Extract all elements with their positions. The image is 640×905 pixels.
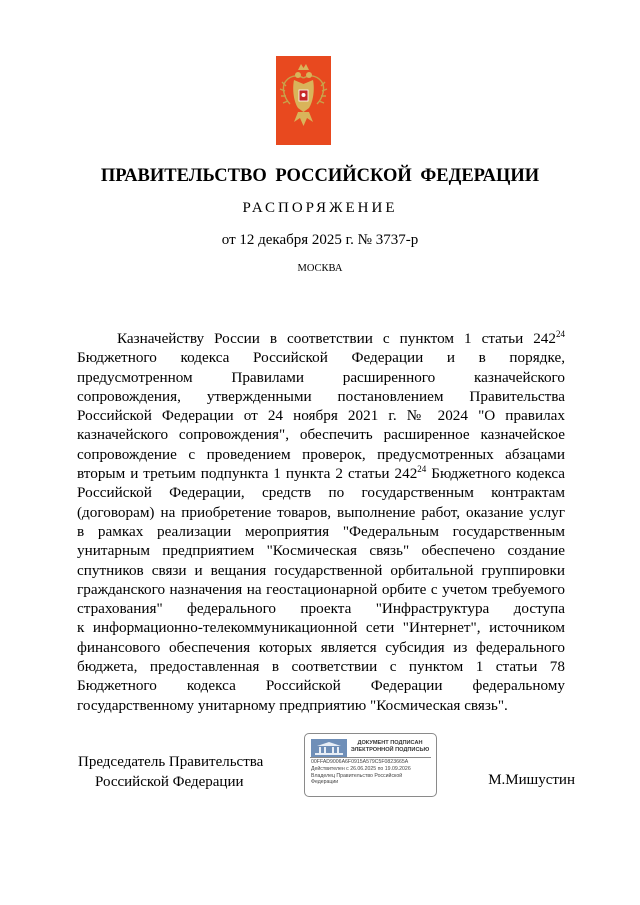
body-line-text: Российской Федерации от 24 ноября 2021 г. № 2024 "О правилах [77, 407, 565, 425]
position-line-2: Российской Федерации [95, 774, 244, 790]
body-line [77, 657, 565, 676]
stamp-details [311, 759, 435, 786]
stamp-title-line-2: ЭЛЕКТРОННОЙ ПОДПИСЬЮ [350, 747, 430, 753]
superscript-index: 24 [417, 464, 427, 475]
body-line [77, 425, 565, 444]
body-line-text: страхования" федерального проекта "Инфраструктура доступа [77, 600, 565, 618]
body-line-text: казначейского сопровождения", обеспечить расширенное казначейское [77, 426, 565, 444]
body-line-text: унитарным предприятием "Космическая связь" обеспечено создание [77, 542, 565, 560]
body-line-text: Российской Федерации, средств по государственным контрактам [77, 484, 565, 502]
body-line [77, 580, 565, 599]
russian-coat-of-arms-icon [276, 56, 331, 145]
body-line [77, 561, 565, 580]
body-line [77, 406, 565, 425]
body-line [77, 445, 565, 464]
body-line-text: вторым и третьим подпункта 1 пункта 2 статьи 242 [77, 465, 418, 483]
body-line [77, 464, 565, 483]
certificate-serial: 00FFAD9006A6F0915A579C5F0823665A [311, 759, 409, 765]
signatory-position [78, 752, 278, 792]
body-line-text: (договорам) на приобретение товаров, выполнение работ, оказание услуг [77, 503, 565, 521]
body-line-text: Казначейству России в соответствии с пунктом 1 статьи 242 [117, 330, 556, 347]
signatory-name: М.Мишустин [488, 772, 575, 788]
stamp-title [347, 740, 433, 754]
certificate-validity: Действителен с 26.06.2025 по 19.09.2026 [311, 765, 411, 772]
body-line [77, 387, 565, 406]
body-line-text: к информационно-телекоммуникационной сети "Интернет", источником [77, 619, 565, 637]
body-line [77, 676, 565, 695]
body-line-text: Бюджетного кодекса Российской Федерации и в порядке, [77, 349, 565, 367]
body-line-text: в рамках реализации мероприятия "Федеральным государственным [77, 522, 565, 540]
body-line-text: бюджета, предоставленная в соответствии с пунктом 1 статьи 78 [77, 658, 565, 676]
body-line-text: сопровождения, утвержденными постановлением Правительства [77, 387, 565, 405]
body-line-text: сопровождение с проведением проверок, предусмотренных абзацами [77, 445, 565, 463]
body-line-text: спутников связи и вещания государственной орбитальной группировки [77, 561, 565, 579]
body-line [77, 522, 565, 541]
electronic-signature-stamp [304, 733, 437, 797]
body-line [77, 638, 565, 657]
stamp-title-line-1: ДОКУМЕНТ ПОДПИСАН [357, 740, 423, 746]
body-line [77, 483, 565, 502]
body-line [77, 599, 565, 618]
body-line [77, 368, 565, 387]
body-line-text: предусмотренном Правилами расширенного казначейского [77, 368, 565, 386]
city-name: МОСКВА [297, 263, 343, 274]
government-building-icon [311, 739, 347, 757]
stamp-divider [310, 757, 431, 758]
certificate-owner-line-2: Федерации [311, 779, 339, 786]
body-line [77, 329, 565, 348]
body-line [77, 541, 565, 560]
order-body-text [77, 329, 565, 715]
body-line-text-continued: Бюджетного кодекса [426, 465, 565, 483]
superscript-index: 24 [556, 329, 565, 339]
body-line [77, 503, 565, 522]
body-line-text: государственному унитарному предприятию "Космическая связь". [77, 696, 508, 714]
document-type: РАСПОРЯЖЕНИЕ [242, 200, 398, 216]
body-line [77, 618, 565, 637]
position-line-1: Председатель Правительства [78, 754, 264, 770]
body-line [77, 696, 565, 715]
date-and-number: от 12 декабря 2025 г. № 3737-р [221, 232, 419, 248]
body-line-text: гражданского назначения на геостационарной орбите с учетом требуемого [77, 580, 565, 598]
body-line-text: финансового обеспечения которых является субсидия из федерального [77, 638, 565, 656]
body-line [77, 348, 565, 367]
certificate-owner-line-1: Владелец Правительство Российской [311, 772, 403, 779]
document-title: ПРАВИТЕЛЬСТВО РОССИЙСКОЙ ФЕДЕРАЦИИ [100, 166, 540, 186]
body-line-text: Бюджетного кодекса Российской Федерации федеральному [77, 677, 565, 695]
